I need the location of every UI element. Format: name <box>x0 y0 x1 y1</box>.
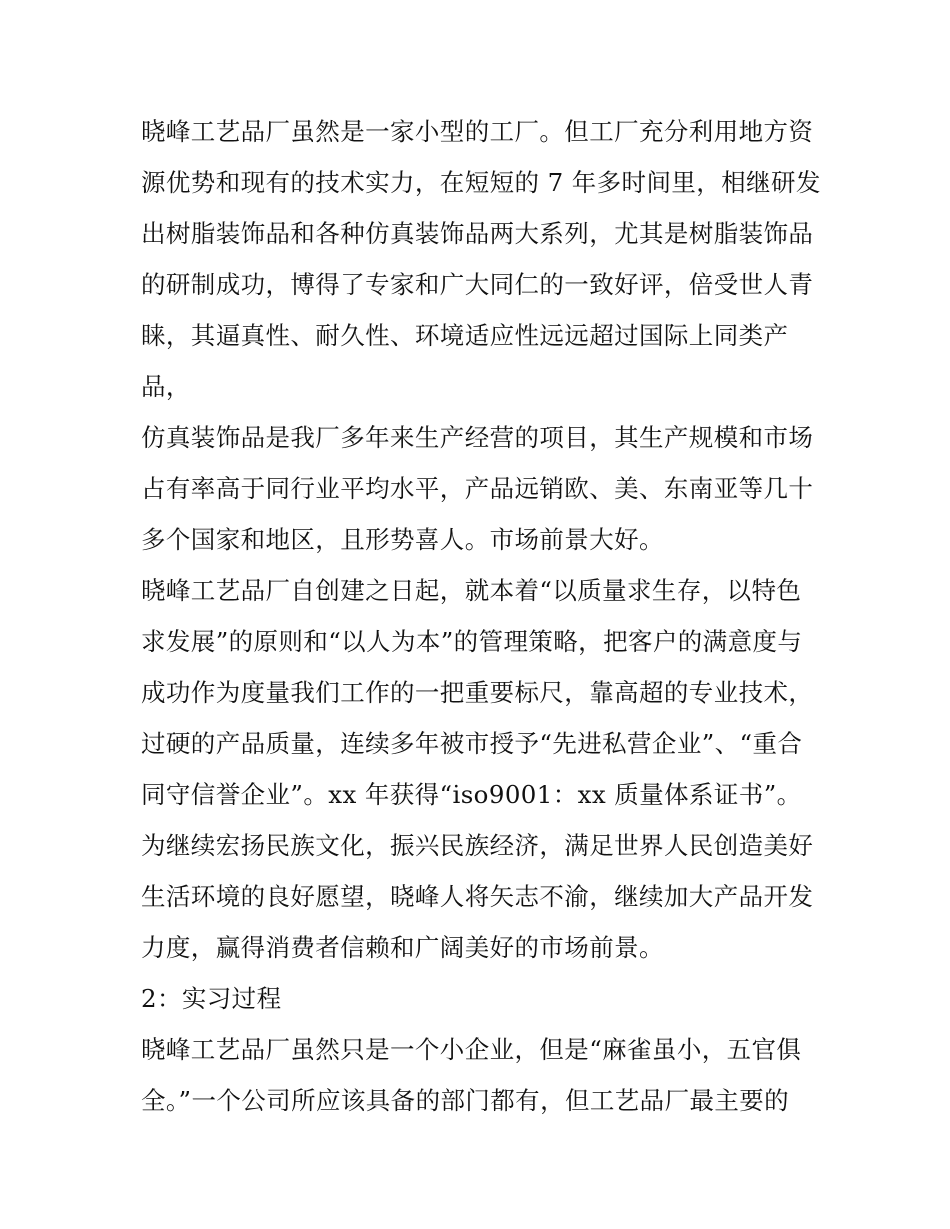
text-line: 同守信誉企业”。xx 年获得“iso9001：xx 质量体系证书”。 <box>141 780 802 809</box>
text-line: 晓峰工艺品厂虽然是一家小型的工厂。但工厂充分利用地方资 <box>141 117 814 146</box>
text-line: 出树脂装饰品和各种仿真装饰品两大系列，尤其是树脂装饰品 <box>141 219 814 248</box>
text-line: 为继续宏扬民族文化，振兴民族经济，满足世界人民创造美好 <box>141 831 814 860</box>
text-line: 占有率高于同行业平均水平，产品远销欧、美、东南亚等几十 <box>141 474 814 503</box>
document-body <box>141 106 821 1126</box>
text-line: 力度，赢得消费者信赖和广阔美好的市场前景。 <box>141 933 664 962</box>
text-line: 晓峰工艺品厂自创建之日起，就本着“以质量求生存，以特色 <box>141 576 802 605</box>
text-line: 晓峰工艺品厂虽然只是一个小企业，但是“麻雀虽小，五官俱 <box>141 1035 802 1064</box>
section-heading: 2：实习过程 <box>141 984 282 1013</box>
text-line: 源优势和现有的技术实力，在短短的 7 年多时间里，相继研发 <box>141 168 821 197</box>
text-line: 生活环境的良好愿望，晓峰人将矢志不渝，继续加大产品开发 <box>141 882 814 911</box>
text-line: 求发展”的原则和“以人为本”的管理策略，把客户的满意度与 <box>141 627 803 656</box>
text-line: 成功作为度量我们工作的一把重要标尺，靠高超的专业技术， <box>141 678 814 707</box>
text-line: 的研制成功，博得了专家和广大同仁的一致好评，倍受世人青 <box>141 270 814 299</box>
text-line: 过硬的产品质量，连续多年被市授予“先进私营企业”、“重合 <box>141 729 803 758</box>
text-line: 多个国家和地区，且形势喜人。市场前景大好。 <box>141 525 664 554</box>
text-line: 仿真装饰品是我厂多年来生产经营的项目，其生产规模和市场 <box>141 423 814 452</box>
text-line: 品， <box>141 372 191 401</box>
text-line: 睐，其逼真性、耐久性、环境适应性远远超过国际上同类产 <box>141 321 789 350</box>
text-line: 全。”一个公司所应该具备的部门都有，但工艺品厂最主要的 <box>141 1086 790 1115</box>
